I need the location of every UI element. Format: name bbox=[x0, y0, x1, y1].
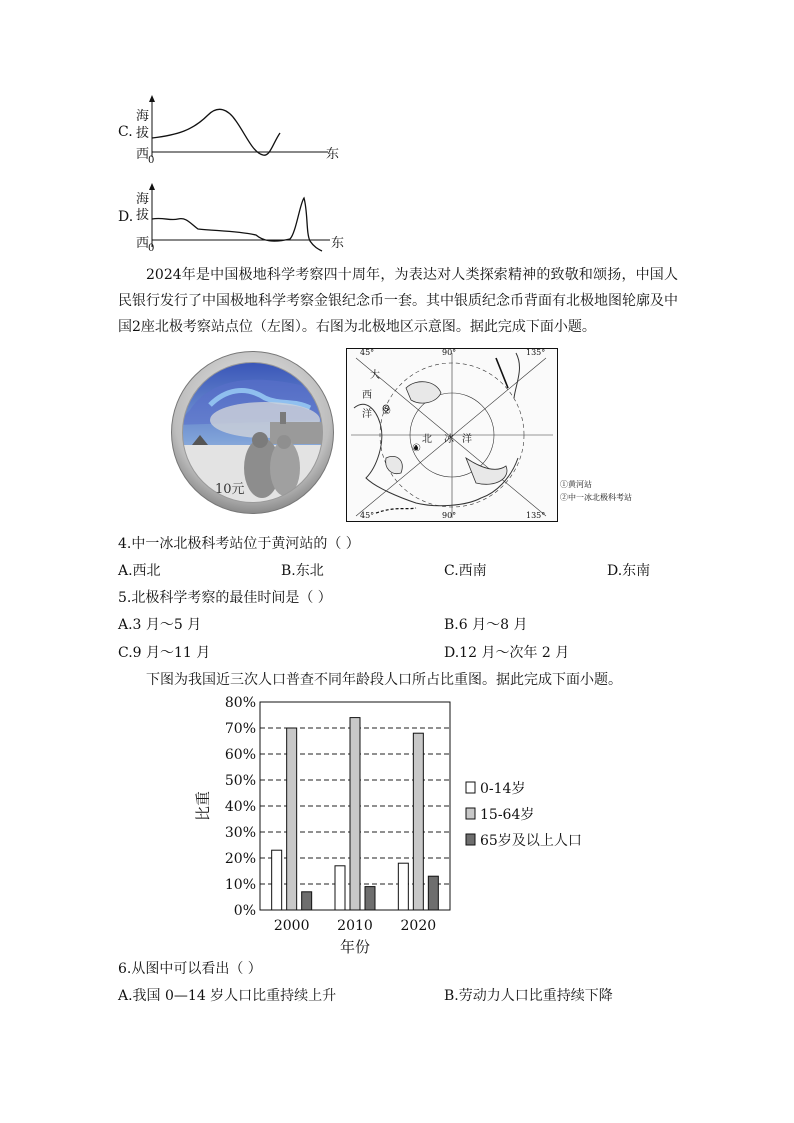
atlantic-label-3: 洋 bbox=[362, 409, 372, 420]
atlantic-label-1: 大 bbox=[370, 370, 380, 381]
profile-d-curve bbox=[152, 198, 322, 251]
q4-option-d[interactable]: D.东南 bbox=[607, 563, 651, 579]
q5-option-c[interactable]: C.9 月～11 月 bbox=[118, 645, 211, 661]
lon-45-top: 45° bbox=[360, 348, 375, 357]
bar bbox=[365, 887, 375, 910]
east-label: 东 bbox=[331, 236, 345, 251]
atlantic-label-2: 西 bbox=[362, 390, 372, 401]
lon-90-bottom: 90° bbox=[442, 511, 457, 520]
legend-item-1: ①黄河站 bbox=[560, 480, 592, 489]
commemorative-coin bbox=[170, 350, 335, 515]
east-label: 东 bbox=[326, 147, 340, 162]
y-tick-label: 30% bbox=[224, 825, 256, 841]
y-tick-label: 40% bbox=[224, 799, 256, 815]
legend-label: 15-64岁 bbox=[480, 807, 535, 823]
bar bbox=[272, 850, 282, 910]
y-tick-label: 60% bbox=[224, 747, 256, 763]
arctic-label-2: 冰 bbox=[444, 434, 454, 445]
q5-option-b[interactable]: B.6 月～8 月 bbox=[444, 617, 528, 633]
profile-c bbox=[118, 95, 358, 165]
arctic-map bbox=[346, 348, 558, 522]
x-tick-label: 2000 bbox=[273, 918, 310, 934]
x-axis-label: 年份 bbox=[339, 938, 371, 955]
bar bbox=[287, 728, 297, 910]
y-tick-label: 10% bbox=[224, 877, 256, 893]
altitude-char-2: 拔 bbox=[136, 126, 150, 141]
legend-swatch bbox=[466, 808, 475, 819]
legend-item-2: ②中一冰北极科考站 bbox=[560, 493, 632, 502]
bar bbox=[428, 876, 438, 910]
arctic-label-1: 北 bbox=[422, 434, 432, 445]
x-tick-label: 2010 bbox=[337, 918, 373, 934]
station-1-marker: ① bbox=[412, 443, 421, 454]
west-label: 西 bbox=[136, 236, 150, 251]
coin-denomination: 10元 bbox=[215, 482, 245, 497]
legend-label: 65岁及以上人口 bbox=[480, 833, 582, 849]
altitude-char-1: 海 bbox=[136, 192, 150, 207]
y-tick-label: 20% bbox=[224, 851, 256, 867]
q4-option-a[interactable]: A.西北 bbox=[118, 563, 161, 579]
y-tick-label: 50% bbox=[224, 773, 256, 789]
west-label: 西 bbox=[136, 147, 150, 162]
legend-swatch bbox=[466, 782, 475, 793]
bar bbox=[335, 866, 345, 910]
profile-d bbox=[118, 183, 358, 253]
q4-option-c[interactable]: C.西南 bbox=[444, 563, 487, 579]
legend-label: 0-14岁 bbox=[480, 781, 526, 797]
origin-label: 0 bbox=[148, 155, 155, 166]
population-chart-svg bbox=[190, 690, 610, 955]
bar bbox=[302, 892, 312, 910]
x-tick-label: 2020 bbox=[400, 918, 437, 934]
profile-c-curve bbox=[152, 109, 280, 155]
q5-option-d[interactable]: D.12 月～次年 2 月 bbox=[444, 645, 570, 661]
lon-45-bottom: 45° bbox=[360, 511, 375, 520]
bar bbox=[350, 718, 360, 910]
origin-label: 0 bbox=[148, 243, 155, 254]
q5-option-a[interactable]: A.3 月～5 月 bbox=[118, 617, 202, 633]
map-legend bbox=[560, 478, 632, 504]
chart-intro: 下图为我国近三次人口普查不同年龄段人口所占比重图。据此完成下面小题。 bbox=[146, 672, 622, 688]
intro-paragraph: 2024年是中国极地科学考察四十周年，为表达对人类探索精神的致敬和颂扬，中国人民银行发行了中国极地科学考察金银纪念币一套。其中银质纪念币背面有北极地图轮廓及中国2座北极考察站点位（左图）。右图为北极地区示意图。据此完成下面小题。 bbox=[118, 267, 678, 335]
question-4-stem: 4.中一冰北极科考站位于黄河站的（ ） bbox=[118, 536, 360, 552]
population-chart bbox=[190, 690, 610, 955]
option-c-label[interactable]: C. bbox=[118, 124, 133, 140]
altitude-char-2: 拔 bbox=[136, 208, 150, 223]
q6-option-a[interactable]: A.我国 0—14 岁人口比重持续上升 bbox=[118, 988, 337, 1004]
question-6-stem: 6.从图中可以看出（ ） bbox=[118, 961, 262, 977]
y-tick-label: 80% bbox=[224, 695, 256, 711]
q6-option-b[interactable]: B.劳动力人口比重持续下降 bbox=[444, 988, 613, 1004]
altitude-char-1: 海 bbox=[136, 109, 150, 124]
question-5-stem: 5.北极科学考察的最佳时间是（ ） bbox=[118, 590, 332, 606]
q4-option-b[interactable]: B.东北 bbox=[281, 563, 324, 579]
option-d-label[interactable]: D. bbox=[118, 209, 134, 225]
legend-swatch bbox=[466, 834, 475, 845]
lon-135-bottom: 135° bbox=[526, 511, 546, 520]
y-tick-label: 0% bbox=[233, 903, 256, 919]
bar bbox=[398, 863, 408, 910]
bar bbox=[413, 733, 423, 910]
arctic-label-3: 洋 bbox=[462, 434, 472, 445]
station-2-marker: ② bbox=[382, 406, 391, 417]
y-tick-label: 70% bbox=[224, 721, 256, 737]
lon-135-top: 135° bbox=[526, 348, 546, 357]
lon-90-top: 90° bbox=[442, 348, 457, 357]
y-axis-label: 比重 bbox=[194, 790, 212, 822]
